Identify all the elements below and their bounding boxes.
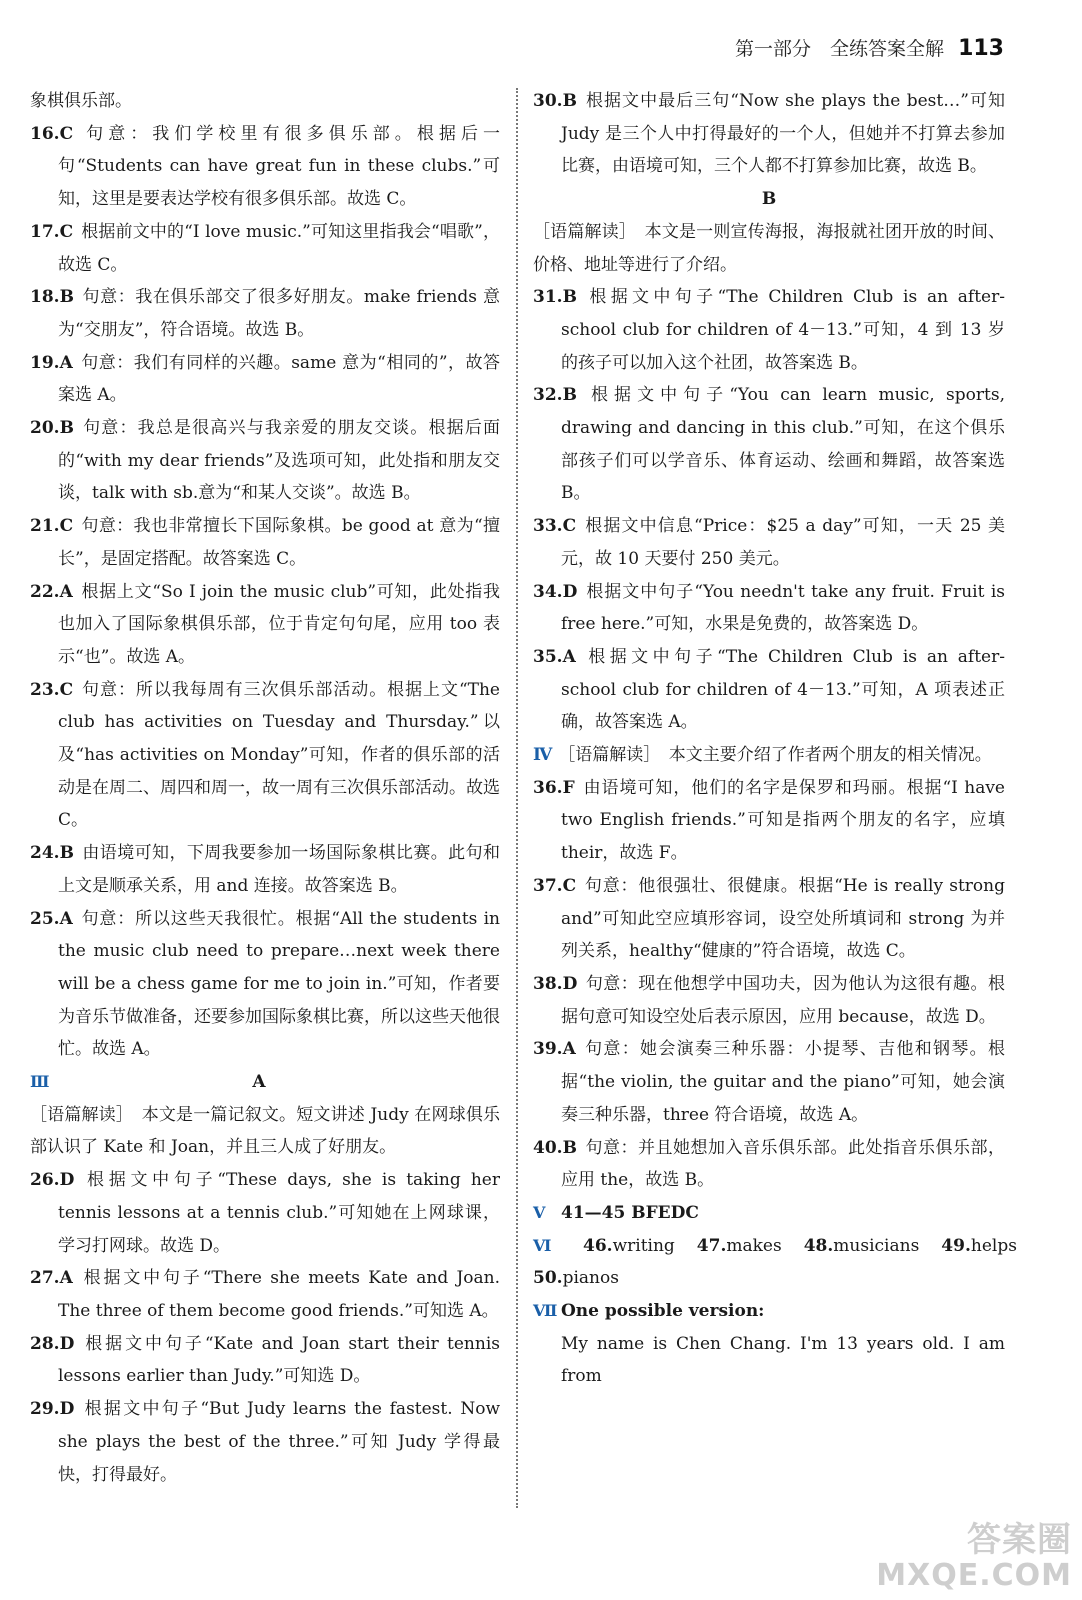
item-explanation: 根据文中句子“The Children Club is an after-school club for children of 4－13.”可知，4 到 13 岁的孩子可以加入这个社团，故答案选 B。 bbox=[561, 287, 1005, 373]
left-column bbox=[30, 85, 500, 1491]
passage-letter: B bbox=[761, 189, 777, 210]
version-heading: One possible version: bbox=[561, 1300, 765, 1321]
item-number: 33.C bbox=[533, 516, 577, 537]
roman-numeral: Ⅲ bbox=[30, 1072, 50, 1092]
item-explanation: 句意：我总是很高兴与我亲爱的朋友交谈。根据后面的“with my dear friends”及选项可知，此处指和朋友交谈，talk with sb.意为“和某人交谈”。故选 B。 bbox=[58, 418, 500, 504]
item-number: 19.A bbox=[30, 352, 73, 373]
page-number: 113 bbox=[958, 36, 1004, 61]
page-header bbox=[735, 34, 1004, 76]
item-explanation: 根据文中句子“You can learn music, sports, drawing and dancing in this club.”可知，在这个俱乐部孩子们可以学音乐、体育运动、绘画和舞蹈，故答案选 B。 bbox=[561, 385, 1005, 504]
watermark-logo: 答案圈 MXQE.COM bbox=[876, 1519, 1072, 1593]
answer-item bbox=[533, 1033, 1005, 1131]
roman-numeral: Ⅴ bbox=[533, 1202, 546, 1222]
answer-item bbox=[30, 510, 500, 575]
answer-50: 50.pianos bbox=[533, 1268, 619, 1289]
answer-item bbox=[533, 281, 1005, 379]
answer-49: 49.helps bbox=[941, 1235, 1017, 1256]
item-explanation: 句意：她会演奏三种乐器：小提琴、吉他和钢琴。根据“the violin, the guitar and the piano”可知，她会演奏三种乐器，three 符合语境，故选 A。 bbox=[561, 1039, 1005, 1125]
answer-item bbox=[533, 772, 1005, 870]
answer-46: 46.writing bbox=[583, 1235, 675, 1256]
section-v bbox=[533, 1197, 1005, 1230]
answer-47: 47.makes bbox=[696, 1235, 782, 1256]
item-explanation: 根据文中句子“These days, she is taking her tennis lessons at a tennis club.”可知她在上网球课，学习打网球。故选 D。 bbox=[58, 1170, 500, 1256]
answer-item bbox=[533, 85, 1005, 183]
answer-item bbox=[30, 347, 500, 412]
item-number: 25.A bbox=[30, 908, 73, 929]
answer-item bbox=[30, 216, 500, 281]
answer-item bbox=[30, 1328, 500, 1393]
answer-item bbox=[533, 1132, 1005, 1197]
item-number: 21.C bbox=[30, 516, 74, 537]
item-number: 34.D bbox=[533, 581, 578, 602]
roman-numeral: Ⅵ bbox=[533, 1235, 552, 1255]
item-number: 24.B bbox=[30, 843, 74, 864]
item-number: 27.A bbox=[30, 1268, 73, 1289]
paragraph: ［语篇解读］ 本文是一篇记叙文。短文讲述 Judy 在网球俱乐部认识了 Kate 和 Joan，并且三人成了好朋友。 bbox=[30, 1104, 500, 1158]
item-explanation: 根据文中句子“There she meets Kate and Joan. The three of them become good friends.”可知选 A。 bbox=[58, 1268, 500, 1321]
item-number: 35.A bbox=[533, 646, 576, 667]
answer-item bbox=[533, 379, 1005, 510]
item-number: 20.B bbox=[30, 418, 74, 439]
section-vii bbox=[533, 1295, 1005, 1328]
item-explanation: 根据文中最后三句“Now she plays the best…”可知 Judy 是三个人中打得最好的一个人，但她并不打算去参加比赛，由语境可知，三个人都不打算参加比赛，故选 B。 bbox=[561, 91, 1005, 177]
item-number: 29.D bbox=[30, 1399, 75, 1420]
answer-item bbox=[30, 674, 500, 838]
answer-item bbox=[533, 641, 1005, 739]
item-explanation: 根据上文“So I join the music club”可知，此处指我也加入了国际象棋俱乐部，位于肯定句句尾，应用 too 表示“也”。故选 A。 bbox=[58, 581, 500, 667]
item-number: 38.D bbox=[533, 973, 578, 994]
item-explanation: 根据文中句子“The Children Club is an after-school club for children of 4－13.”可知，A 项表述正确，故答案选 A。 bbox=[561, 646, 1005, 733]
item-number: 22.A bbox=[30, 581, 73, 602]
answer-item bbox=[533, 510, 1005, 575]
item-number: 31.B bbox=[533, 287, 577, 308]
item-number: 16.C bbox=[30, 123, 74, 144]
item-explanation: 句意：我也非常擅长下国际象棋。be good at 意为“擅长”，是固定搭配。故答案选 C。 bbox=[58, 516, 500, 569]
section-vi bbox=[533, 1230, 1017, 1263]
item-explanation: 由语境可知，下周我要参加一场国际象棋比赛。此句和上文是顺承关系，用 and 连接。故答案选 B。 bbox=[58, 843, 500, 896]
roman-numeral: Ⅳ bbox=[533, 745, 553, 766]
answer-item bbox=[30, 1393, 500, 1491]
right-column bbox=[533, 85, 1017, 1393]
roman-numeral: Ⅶ bbox=[533, 1300, 558, 1320]
item-number: 18.B bbox=[30, 287, 74, 308]
paragraph-text: ［语篇解读］ 本文主要介绍了作者两个朋友的相关情况。 bbox=[558, 745, 992, 766]
item-explanation: 由语境可知，他们的名字是保罗和玛丽。根据“I have two English friends.”可知是指两个朋友的名字，应填 their，故选 F。 bbox=[561, 777, 1005, 864]
answer-item bbox=[30, 1164, 500, 1262]
section-heading bbox=[30, 1066, 500, 1099]
section-paragraph bbox=[533, 739, 1005, 772]
item-explanation: 根据文中句子“Kate and Joan start their tennis lessons earlier than Judy.”可知选 D。 bbox=[58, 1333, 500, 1387]
item-number: 32.B bbox=[533, 385, 577, 406]
item-explanation: 句意：并且她想加入音乐俱乐部。此处指音乐俱乐部，应用 the，故选 B。 bbox=[561, 1137, 1005, 1191]
item-number: 36.F bbox=[533, 777, 575, 798]
item-number: 28.D bbox=[30, 1333, 75, 1354]
paragraph: 象棋俱乐部。 bbox=[30, 91, 132, 111]
answer-item bbox=[533, 576, 1005, 641]
item-explanation: 根据文中句子“But Judy learns the fastest. Now she plays the best of the three.”可知 Judy 学得最快，打得最好。 bbox=[58, 1399, 500, 1485]
answer-item bbox=[30, 576, 500, 674]
item-number: 26.D bbox=[30, 1170, 75, 1191]
item-number: 37.C bbox=[533, 875, 577, 896]
answer-item bbox=[533, 870, 1005, 968]
item-explanation: 句意：我们有同样的兴趣。same 意为“相同的”，故答案选 A。 bbox=[58, 352, 500, 406]
item-number: 40.B bbox=[533, 1137, 577, 1158]
answer-item bbox=[30, 837, 500, 902]
passage-letter: A bbox=[252, 1072, 266, 1093]
answer-item bbox=[30, 903, 500, 1067]
item-number: 30.B bbox=[533, 91, 577, 111]
right-items bbox=[533, 85, 1005, 1197]
answer-item bbox=[533, 968, 1005, 1033]
item-explanation: 句意：所以这些天我很忙。根据“All the students in the music club need to prepare…next week there will be a chess game for me to join in.”可知，作者要为音乐节做准备，还要参加国际象棋比赛，所以这些天他很忙。故选 A。 bbox=[58, 908, 500, 1060]
item-explanation: 句意：我在俱乐部交了很多好朋友。make friends 意为“交朋友”，符合语境。故选 B。 bbox=[58, 287, 500, 340]
answer-item bbox=[30, 281, 500, 346]
item-explanation: 句意：所以我每周有三次俱乐部活动。根据上文“The club has activities on Tuesday and Thursday.”以及“has activities on Monday”可知，作者的俱乐部的活动是在周二、周四和周一，故一周有三次俱乐部活动。故选 C。 bbox=[58, 679, 500, 831]
answer-item bbox=[30, 1262, 500, 1327]
column-divider bbox=[516, 88, 518, 1508]
answer-item bbox=[30, 412, 500, 510]
item-explanation: 句意：我们学校里有很多俱乐部。根据后一句“Students can have great fun in these clubs.”可知，这里是要表达学校有很多俱乐部。故选 C。 bbox=[58, 123, 500, 210]
item-explanation: 根据文中信息“Price：$25 a day”可知，一天 25 美元，故 10 天要付 250 美元。 bbox=[561, 516, 1005, 569]
paragraph: ［语篇解读］ 本文是一则宣传海报，海报就社团开放的时间、价格、地址等进行了介绍。 bbox=[533, 221, 1005, 275]
essay-text: My name is Chen Chang. I'm 13 years old. I am from bbox=[561, 1333, 1005, 1387]
item-explanation: 句意：现在他想学中国功夫，因为他认为这很有趣。根据句意可知设空处后表示原因，应用 because，故选 D。 bbox=[561, 973, 1005, 1027]
answer-item bbox=[30, 118, 500, 216]
item-number: 23.C bbox=[30, 679, 74, 700]
item-number: 17.C bbox=[30, 221, 74, 242]
answer-48: 48.musicians bbox=[803, 1235, 920, 1256]
item-explanation: 根据文中句子“You needn't take any fruit. Fruit is free here.”可知，水果是免费的，故答案选 D。 bbox=[561, 581, 1005, 635]
item-number: 39.A bbox=[533, 1039, 576, 1060]
section-title: 第一部分 全练答案全解 bbox=[735, 38, 945, 60]
item-explanation: 根据前文中的“I love music.”可知这里指我会“唱歌”，故选 C。 bbox=[58, 221, 500, 275]
answer-key: 41—45 BFEDC bbox=[561, 1202, 699, 1223]
item-explanation: 句意：他很强壮、很健康。根据“He is really strong and”可知此空应填形容词，设空处所填词和 strong 为并列关系，healthy“健康的”符合语境，故选 C。 bbox=[561, 875, 1005, 962]
